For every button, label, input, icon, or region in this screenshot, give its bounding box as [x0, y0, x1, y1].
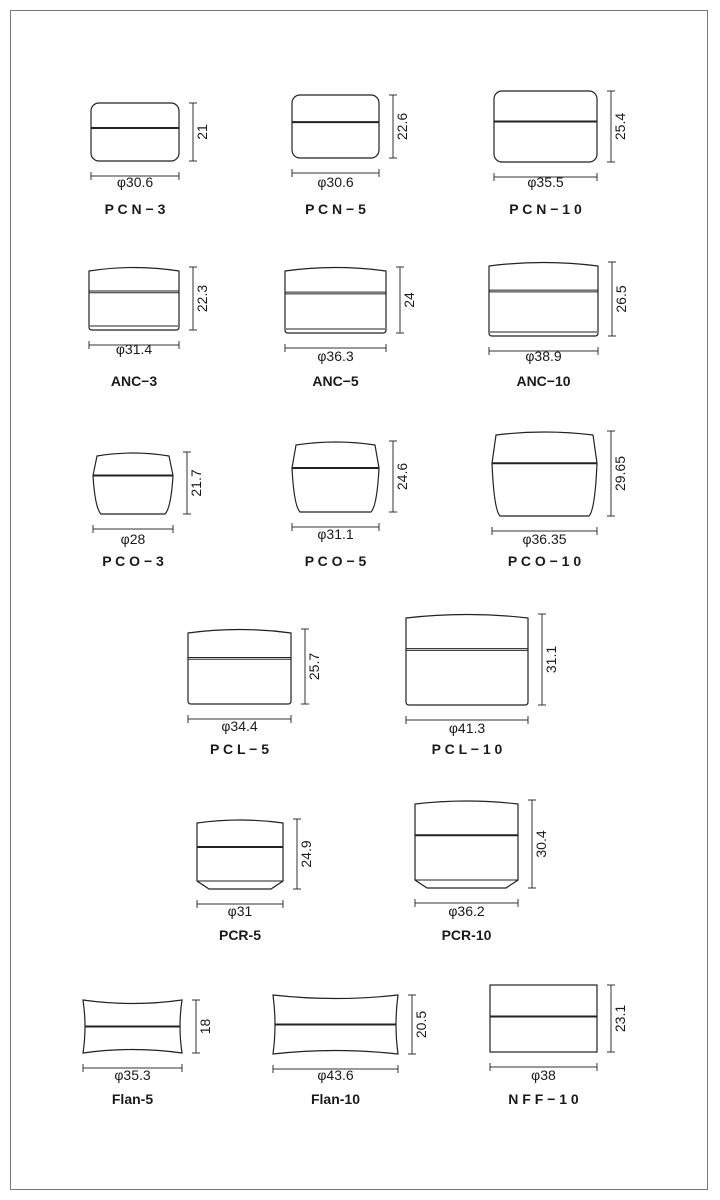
jar-body-outline	[93, 453, 173, 514]
jar-body-outline	[188, 630, 291, 705]
diameter-label: φ35.3	[114, 1067, 151, 1083]
diameter-label: φ30.6	[317, 174, 354, 190]
model-name-label: ANC−10	[516, 373, 571, 389]
height-label: 22.3	[194, 284, 210, 313]
jar-body-outline	[406, 615, 528, 706]
jar-body-outline	[292, 442, 379, 512]
height-label: 29.65	[612, 455, 628, 492]
jar-body-outline	[91, 103, 179, 161]
model-name-label: ANC−3	[110, 373, 158, 389]
model-name-label: P C N − 3	[104, 201, 166, 217]
height-label: 25.4	[612, 112, 628, 141]
model-name-label: ANC−5	[312, 373, 359, 389]
jar-item	[490, 985, 628, 1107]
model-name-label: PCR-5	[218, 927, 262, 943]
jar-body-outline	[489, 263, 598, 337]
diameter-label: φ28	[120, 531, 146, 547]
model-name-label: P C N − 1 0	[509, 201, 582, 217]
jar-item	[415, 800, 549, 943]
model-name-label: N F F − 1 0	[508, 1091, 579, 1107]
height-label: 23.1	[612, 1004, 628, 1033]
model-name-label: P C L − 5	[209, 741, 270, 757]
diameter-label: φ38.9	[525, 348, 562, 364]
model-name-label: P C N − 5	[305, 201, 366, 217]
height-label: 24.9	[298, 840, 314, 868]
jar-item	[273, 995, 429, 1107]
height-label: 21	[194, 124, 210, 140]
diameter-label: φ31.4	[115, 341, 153, 357]
diameter-label: φ36.2	[448, 903, 485, 919]
height-label: 26.5	[613, 285, 629, 313]
jar-body-outline	[494, 91, 597, 162]
jar-item	[494, 91, 628, 217]
jar-body-outline	[415, 801, 518, 888]
jar-item	[292, 441, 410, 569]
jar-body-outline	[89, 268, 179, 331]
model-name-label: PCR-10	[441, 927, 492, 943]
model-name-label: P C L − 1 0	[431, 741, 503, 757]
diameter-label: φ30.6	[116, 174, 154, 190]
height-label: 24.6	[394, 462, 410, 491]
jar-item	[91, 103, 210, 217]
diameter-label: φ35.5	[527, 174, 564, 190]
diameter-label: φ36.3	[317, 348, 354, 364]
jar-item	[197, 819, 314, 943]
jar-item	[285, 267, 417, 389]
height-label: 24	[401, 292, 417, 308]
jar-item	[93, 452, 204, 569]
jar-item	[489, 262, 629, 389]
diameter-label: φ34.4	[221, 718, 258, 734]
jar-item	[188, 629, 322, 757]
jar-item	[89, 267, 210, 389]
height-label: 31.1	[543, 645, 559, 674]
height-label: 20.5	[413, 1010, 429, 1039]
model-name-label: Flan-5	[111, 1091, 154, 1107]
height-label: 30.4	[533, 830, 549, 858]
height-label: 22.6	[394, 112, 410, 141]
diameter-label: φ31.1	[317, 526, 354, 542]
jar-item	[83, 1000, 213, 1107]
jar-item	[492, 431, 628, 569]
model-name-label: P C O − 5	[304, 553, 367, 569]
diameter-label: φ38	[531, 1067, 556, 1083]
diameter-label: φ31	[227, 903, 253, 919]
model-name-label: Flan-10	[310, 1091, 361, 1107]
diameter-label: φ43.6	[317, 1067, 354, 1083]
model-name-label: P C O − 1 0	[507, 553, 582, 569]
height-label: 18	[197, 1018, 213, 1035]
jar-item	[406, 614, 559, 757]
diameter-label: φ36.35	[522, 531, 567, 547]
model-name-label: P C O − 3	[102, 553, 164, 569]
diameter-label: φ41.3	[448, 720, 486, 736]
jar-body-outline	[197, 820, 283, 889]
height-label: 21.7	[188, 469, 204, 497]
jar-body-outline	[492, 432, 597, 516]
height-label: 25.7	[306, 652, 322, 681]
jar-body-outline	[490, 985, 597, 1052]
jar-body-outline	[292, 95, 379, 158]
jar-item	[292, 95, 410, 217]
jar-body-outline	[285, 268, 386, 334]
